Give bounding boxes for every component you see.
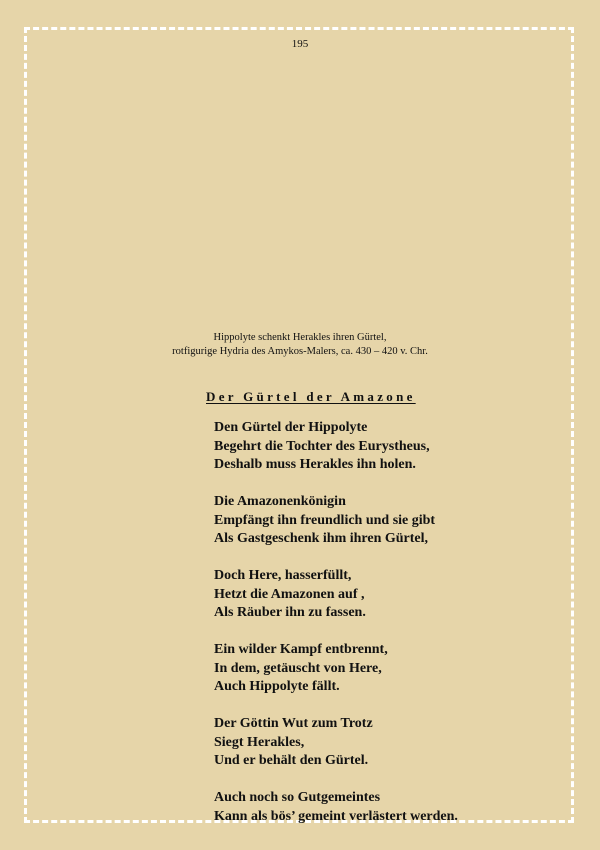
stanza-2: [214, 493, 574, 549]
stanza-4: [214, 641, 574, 697]
poem-line: Kann als bös’ gemeint verlästert werden.: [214, 808, 458, 824]
poem-line: Hetzt die Amazonen auf ,: [214, 586, 365, 602]
stanza-5: [214, 715, 574, 771]
poem-line: Auch Hippolyte fällt.: [214, 679, 340, 694]
poem-line: Begehrt die Tochter des Eurystheus,: [214, 438, 430, 454]
poem-line: Siegt Herakles,: [214, 734, 305, 750]
poem-line: Doch Here, hasserfüllt,: [214, 568, 352, 583]
poem-line: Der Göttin Wut zum Trotz: [214, 716, 373, 731]
poem-line: Die Amazonenkönigin: [214, 494, 346, 509]
poem-line: Ein wilder Kampf entbrennt,: [214, 642, 388, 657]
poem-body: [214, 419, 574, 845]
stanza-3: [214, 567, 574, 623]
page-number: 195: [291, 38, 309, 50]
stanza-6: [214, 789, 574, 826]
caption-line-1: Hippolyte schenkt Herakles ihren Gürtel,: [213, 332, 387, 343]
poem-line: Den Gürtel der Hippolyte: [214, 420, 368, 435]
caption-line-2: rotfigurige Hydria des Amykos-Malers, ca. 430 – 420 v. Chr.: [172, 346, 428, 357]
poem-line: Als Gastgeschenk ihm ihren Gürtel,: [214, 531, 429, 546]
poem-line: Empfängt ihn freundlich und sie gibt: [214, 512, 436, 528]
stanza-1: [214, 419, 574, 475]
poem-line: Deshalb muss Herakles ihn holen.: [214, 457, 416, 472]
poem-title: Der Gürtel der Amazone: [206, 389, 416, 404]
poem-line: Auch noch so Gutgemeintes: [214, 790, 381, 805]
poem-line: In dem, getäuscht von Here,: [214, 660, 382, 676]
poem-line: Als Räuber ihn zu fassen.: [214, 605, 366, 620]
poem-line: Und er behält den Gürtel.: [214, 753, 369, 768]
image-caption: [0, 331, 600, 359]
